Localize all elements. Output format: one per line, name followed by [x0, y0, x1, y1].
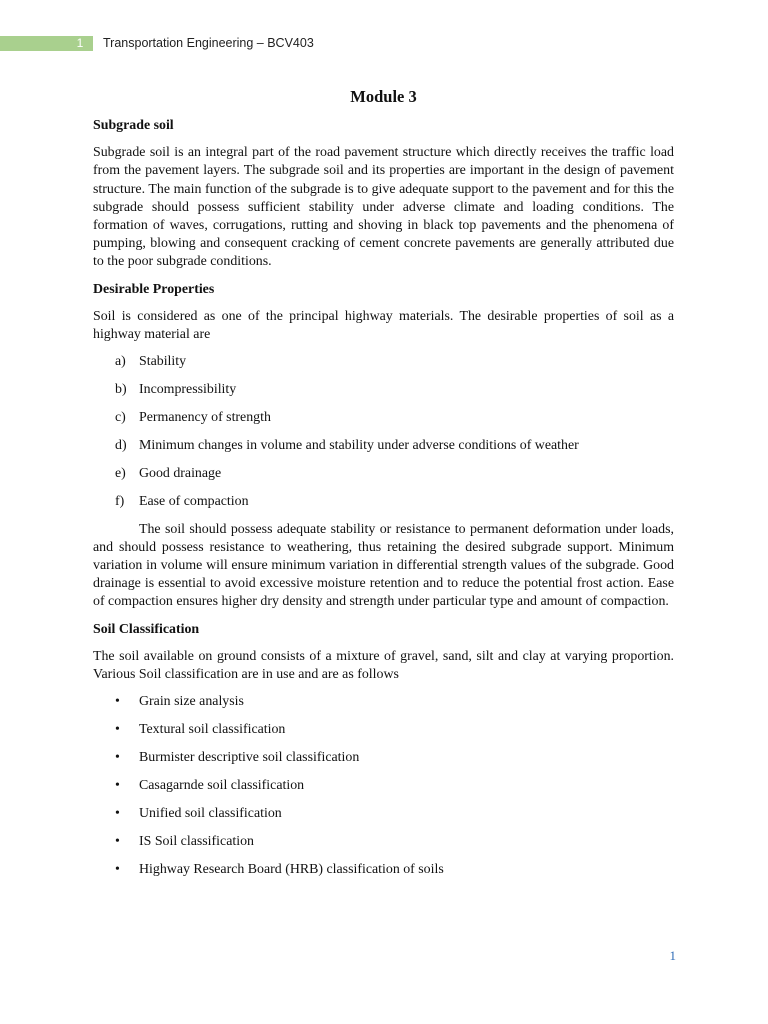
list-item	[93, 777, 674, 795]
bullet-icon: •	[115, 833, 120, 849]
list-item-text: Grain size analysis	[139, 694, 244, 710]
module-title: Module 3	[350, 87, 417, 106]
list-item-text: Unified soil classification	[139, 805, 282, 821]
list-item-text: Minimum changes in volume and stability under adverse conditions of weather	[139, 437, 579, 453]
footer-page-number: 1	[669, 948, 676, 963]
list-item	[93, 861, 674, 879]
list-item-text: Permanency of strength	[139, 410, 271, 426]
list-item	[93, 381, 674, 399]
bullet-icon: •	[115, 722, 120, 738]
list-marker: e)	[115, 465, 126, 481]
list-marker: d)	[115, 437, 127, 453]
subgrade-heading: Subgrade soil	[93, 118, 174, 133]
list-item-text: Incompressibility	[139, 382, 237, 398]
list-item	[93, 749, 674, 767]
classification-heading: Soil Classification	[93, 621, 200, 637]
list-marker: a)	[115, 354, 126, 370]
list-item-text: Highway Research Board (HRB) classification of soils	[139, 861, 444, 877]
classification-list	[93, 693, 674, 879]
desirable-intro: Soil is considered as one of the principal highway materials. The desirable properties of soil as a highway material are	[93, 308, 674, 343]
list-item-text: Burmister descriptive soil classification	[139, 749, 360, 765]
desirable-heading: Desirable Properties	[93, 281, 215, 297]
list-marker: c)	[115, 410, 126, 426]
bullet-icon: •	[115, 861, 120, 877]
header-page-number: 1	[76, 36, 84, 50]
list-item	[93, 833, 674, 851]
list-item	[93, 493, 674, 511]
list-item-text: IS Soil classification	[139, 833, 254, 849]
bullet-icon: •	[115, 694, 120, 710]
bullet-icon: •	[115, 749, 120, 765]
list-item-text: Ease of compaction	[139, 493, 249, 509]
list-item	[93, 465, 674, 483]
document-body	[93, 86, 674, 888]
bullet-icon: •	[115, 805, 120, 821]
list-item-text: Good drainage	[139, 465, 222, 481]
desirable-properties-list	[93, 353, 674, 511]
list-marker: b)	[115, 382, 127, 398]
header-title: Transportation Engineering – BCV403	[103, 36, 314, 50]
bullet-icon: •	[115, 777, 120, 793]
list-item	[93, 693, 674, 711]
list-item	[93, 805, 674, 823]
list-item	[93, 409, 674, 427]
list-item-text: Stability	[139, 354, 187, 370]
list-marker: f)	[115, 493, 125, 509]
classification-intro: The soil available on ground consists of a mixture of gravel, sand, silt and clay at varying proportion. Various Soil classification are in use and are as follows	[93, 648, 674, 682]
subgrade-paragraph: Subgrade soil is an integral part of the road pavement structure which directly receives the traffic load from the pavement layers. The subgrade soil and its properties are important in the design of pavement structure. The main function of the subgrade is to give adequate support to the pavement and for this the subgrade should possess sufficient stability under adverse climate and loading conditions. The formation of waves, corrugations, rutting and shoving in black top pavements and the phenomena of pumping, blowing and consequent cracking of cement concrete pavements are generally attributed due to the poor subgrade conditions.	[93, 145, 674, 270]
list-item-text: Casagarnde soil classification	[139, 777, 305, 793]
desirable-paragraph: The soil should possess adequate stability or resistance to permanent deformation under loads, and should possess resistance to weathering, thus retaining the desired subgrade support. Minimum variation in volume will ensure minimum variation in differential strength values of the subgrade. Good drainage is essential to avoid excessive moisture retention and to reduce the potential frost action. Ease of compaction ensures higher dry density and strength under particular type and amount of compaction.	[93, 521, 674, 610]
list-item-text: Textural soil classification	[139, 722, 286, 738]
list-item	[93, 437, 674, 455]
list-item	[93, 353, 674, 371]
list-item	[93, 721, 674, 739]
